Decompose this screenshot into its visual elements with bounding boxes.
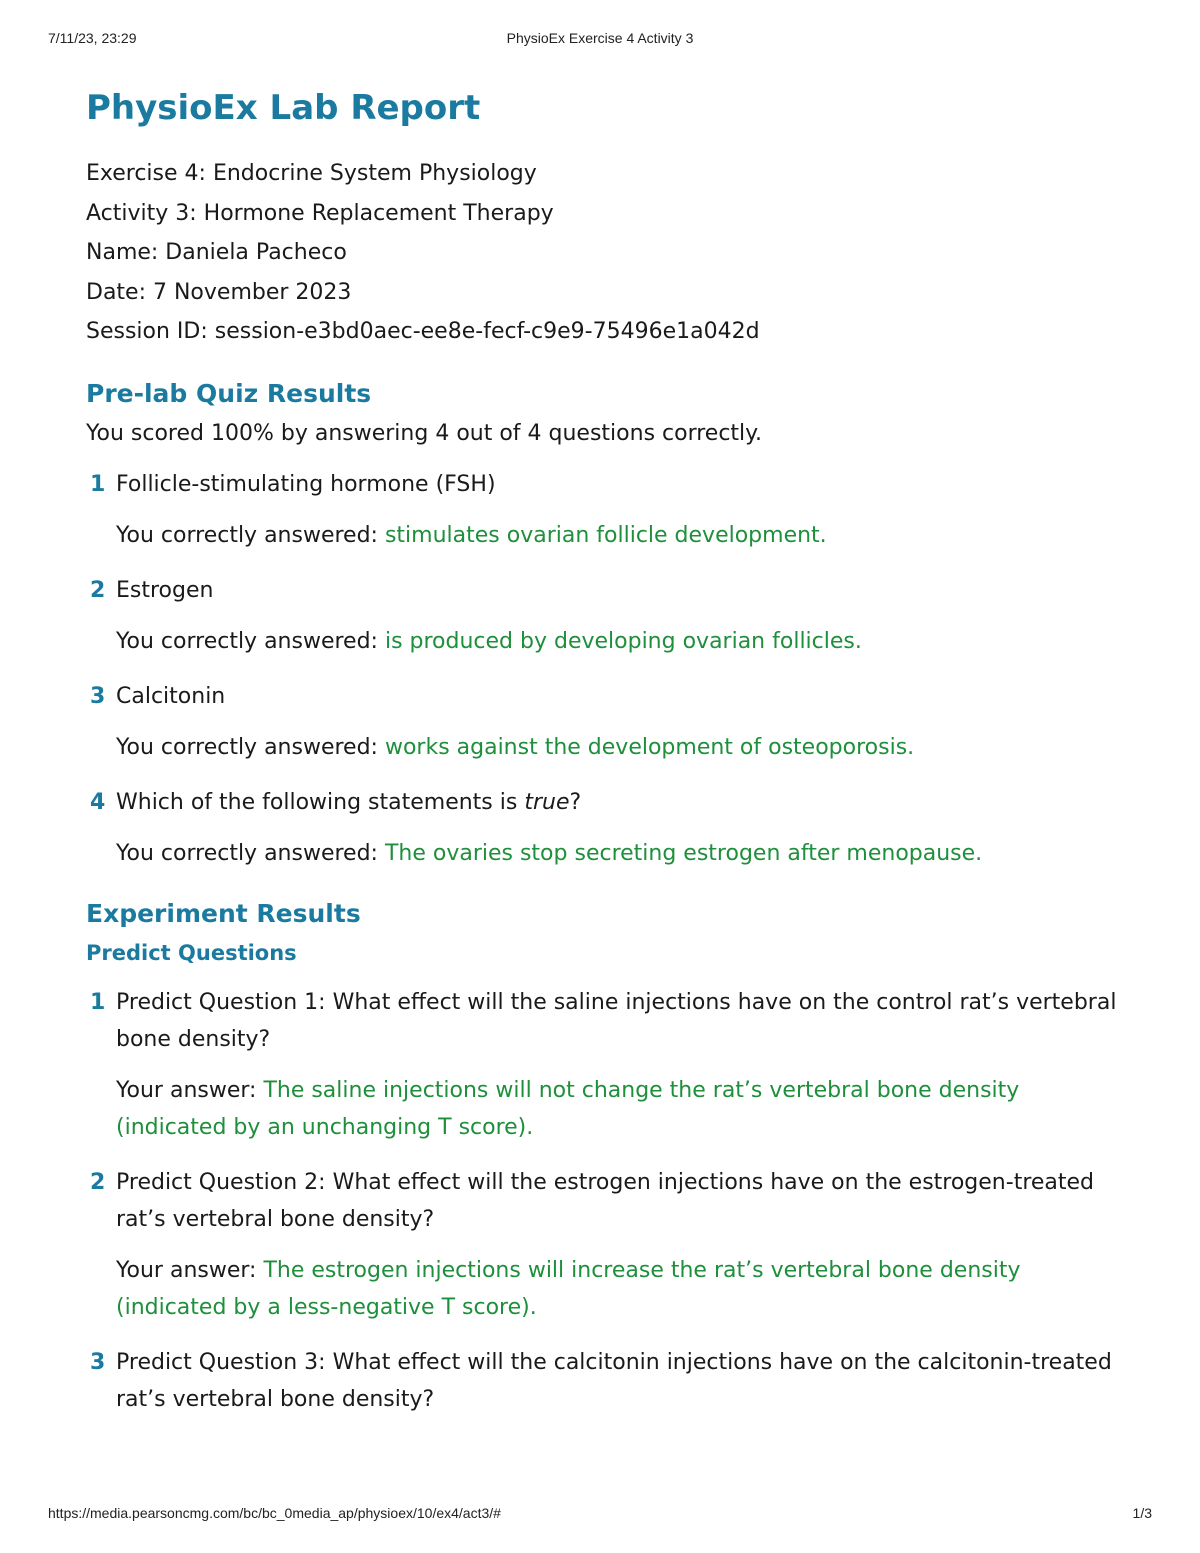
meta-activity: Activity 3: Hormone Replacement Therapy	[86, 200, 554, 226]
question-text: Predict Question 2: What effect will the estrogen injections have on the estrogen-treated rat’s vertebral bone density?	[116, 1169, 1095, 1232]
answer-prefix: Your answer:	[116, 1257, 264, 1283]
question-answer	[116, 835, 1136, 872]
report-title: PhysioEx Lab Report	[86, 88, 481, 128]
report-content	[86, 86, 1136, 1436]
answer-value: stimulates ovarian follicle development.	[384, 522, 827, 548]
question-answer	[116, 623, 1136, 660]
answer-prefix: Your answer:	[116, 1077, 264, 1103]
report-meta	[86, 154, 1136, 352]
prelab-heading: Pre-lab Quiz Results	[86, 378, 372, 408]
prelab-question	[86, 466, 1136, 554]
question-answer	[116, 517, 1136, 554]
prelab-score: You scored 100% by answering 4 out of 4 questions correctly.	[86, 420, 763, 446]
answer-value: The ovaries stop secreting estrogen after menopause.	[384, 840, 983, 866]
question-text: Follicle-stimulating hormone (FSH)	[116, 471, 496, 497]
answer-value: The estrogen injections will increase the rat’s vertebral bone density (indicated by a less-negative T score).	[116, 1257, 1021, 1320]
predict-question	[86, 1344, 1136, 1418]
prelab-question	[86, 784, 1136, 872]
question-text: Calcitonin	[116, 683, 226, 709]
question-text: Predict Question 3: What effect will the calcitonin injections have on the calcitonin-treated rat’s vertebral bone density?	[116, 1349, 1112, 1412]
answer-prefix: You correctly answered:	[116, 734, 385, 760]
prelab-question	[86, 678, 1136, 766]
question-number: 1	[90, 989, 106, 1015]
question-text-after: ?	[569, 789, 582, 815]
question-number: 4	[90, 789, 106, 815]
question-answer	[116, 729, 1136, 766]
question-number: 3	[90, 1349, 106, 1375]
prelab-question-list	[86, 466, 1136, 872]
predict-question	[86, 984, 1136, 1146]
print-footer	[48, 1505, 1152, 1523]
question-answer	[116, 1252, 1136, 1326]
question-text: Predict Question 1: What effect will the saline injections have on the control rat’s vertebral bone density?	[116, 989, 1117, 1052]
print-url: https://media.pearsoncmg.com/bc/bc_0media_ap/physioex/10/ex4/act3/#	[48, 1505, 501, 1521]
answer-value: works against the development of osteoporosis.	[384, 734, 915, 760]
print-doc-title: PhysioEx Exercise 4 Activity 3	[506, 30, 694, 46]
question-answer	[116, 1072, 1136, 1146]
meta-exercise: Exercise 4: Endocrine System Physiology	[86, 161, 537, 186]
answer-prefix: You correctly answered:	[116, 628, 385, 654]
answer-value: is produced by developing ovarian follicles.	[384, 628, 862, 654]
question-number: 1	[90, 471, 106, 497]
print-page-number: 1/3	[1132, 1505, 1152, 1521]
question-number: 2	[90, 1169, 106, 1195]
question-text: Estrogen	[116, 577, 214, 603]
question-number: 2	[90, 577, 106, 603]
question-text-emphasis: true	[524, 789, 570, 815]
question-text-before: Which of the following statements is	[116, 789, 525, 815]
experiment-heading: Experiment Results	[86, 898, 361, 928]
answer-prefix: You correctly answered:	[116, 840, 385, 866]
predict-question-list	[86, 984, 1136, 1418]
meta-session-id: Session ID: session-e3bd0aec-ee8e-fecf-c9e9-75496e1a042d	[86, 319, 760, 344]
print-datetime: 7/11/23, 23:29	[48, 30, 137, 46]
answer-value: The saline injections will not change the rat’s vertebral bone density (indicated by an unchanging T score).	[116, 1077, 1020, 1140]
question-number: 3	[90, 683, 106, 709]
print-header	[48, 30, 1152, 48]
meta-date: Date: 7 November 2023	[86, 279, 352, 305]
predict-questions-heading: Predict Questions	[86, 940, 297, 965]
question-text	[116, 784, 1136, 821]
prelab-question	[86, 572, 1136, 660]
meta-name: Name: Daniela Pacheco	[86, 240, 347, 265]
answer-prefix: You correctly answered:	[116, 522, 385, 548]
predict-question	[86, 1164, 1136, 1326]
